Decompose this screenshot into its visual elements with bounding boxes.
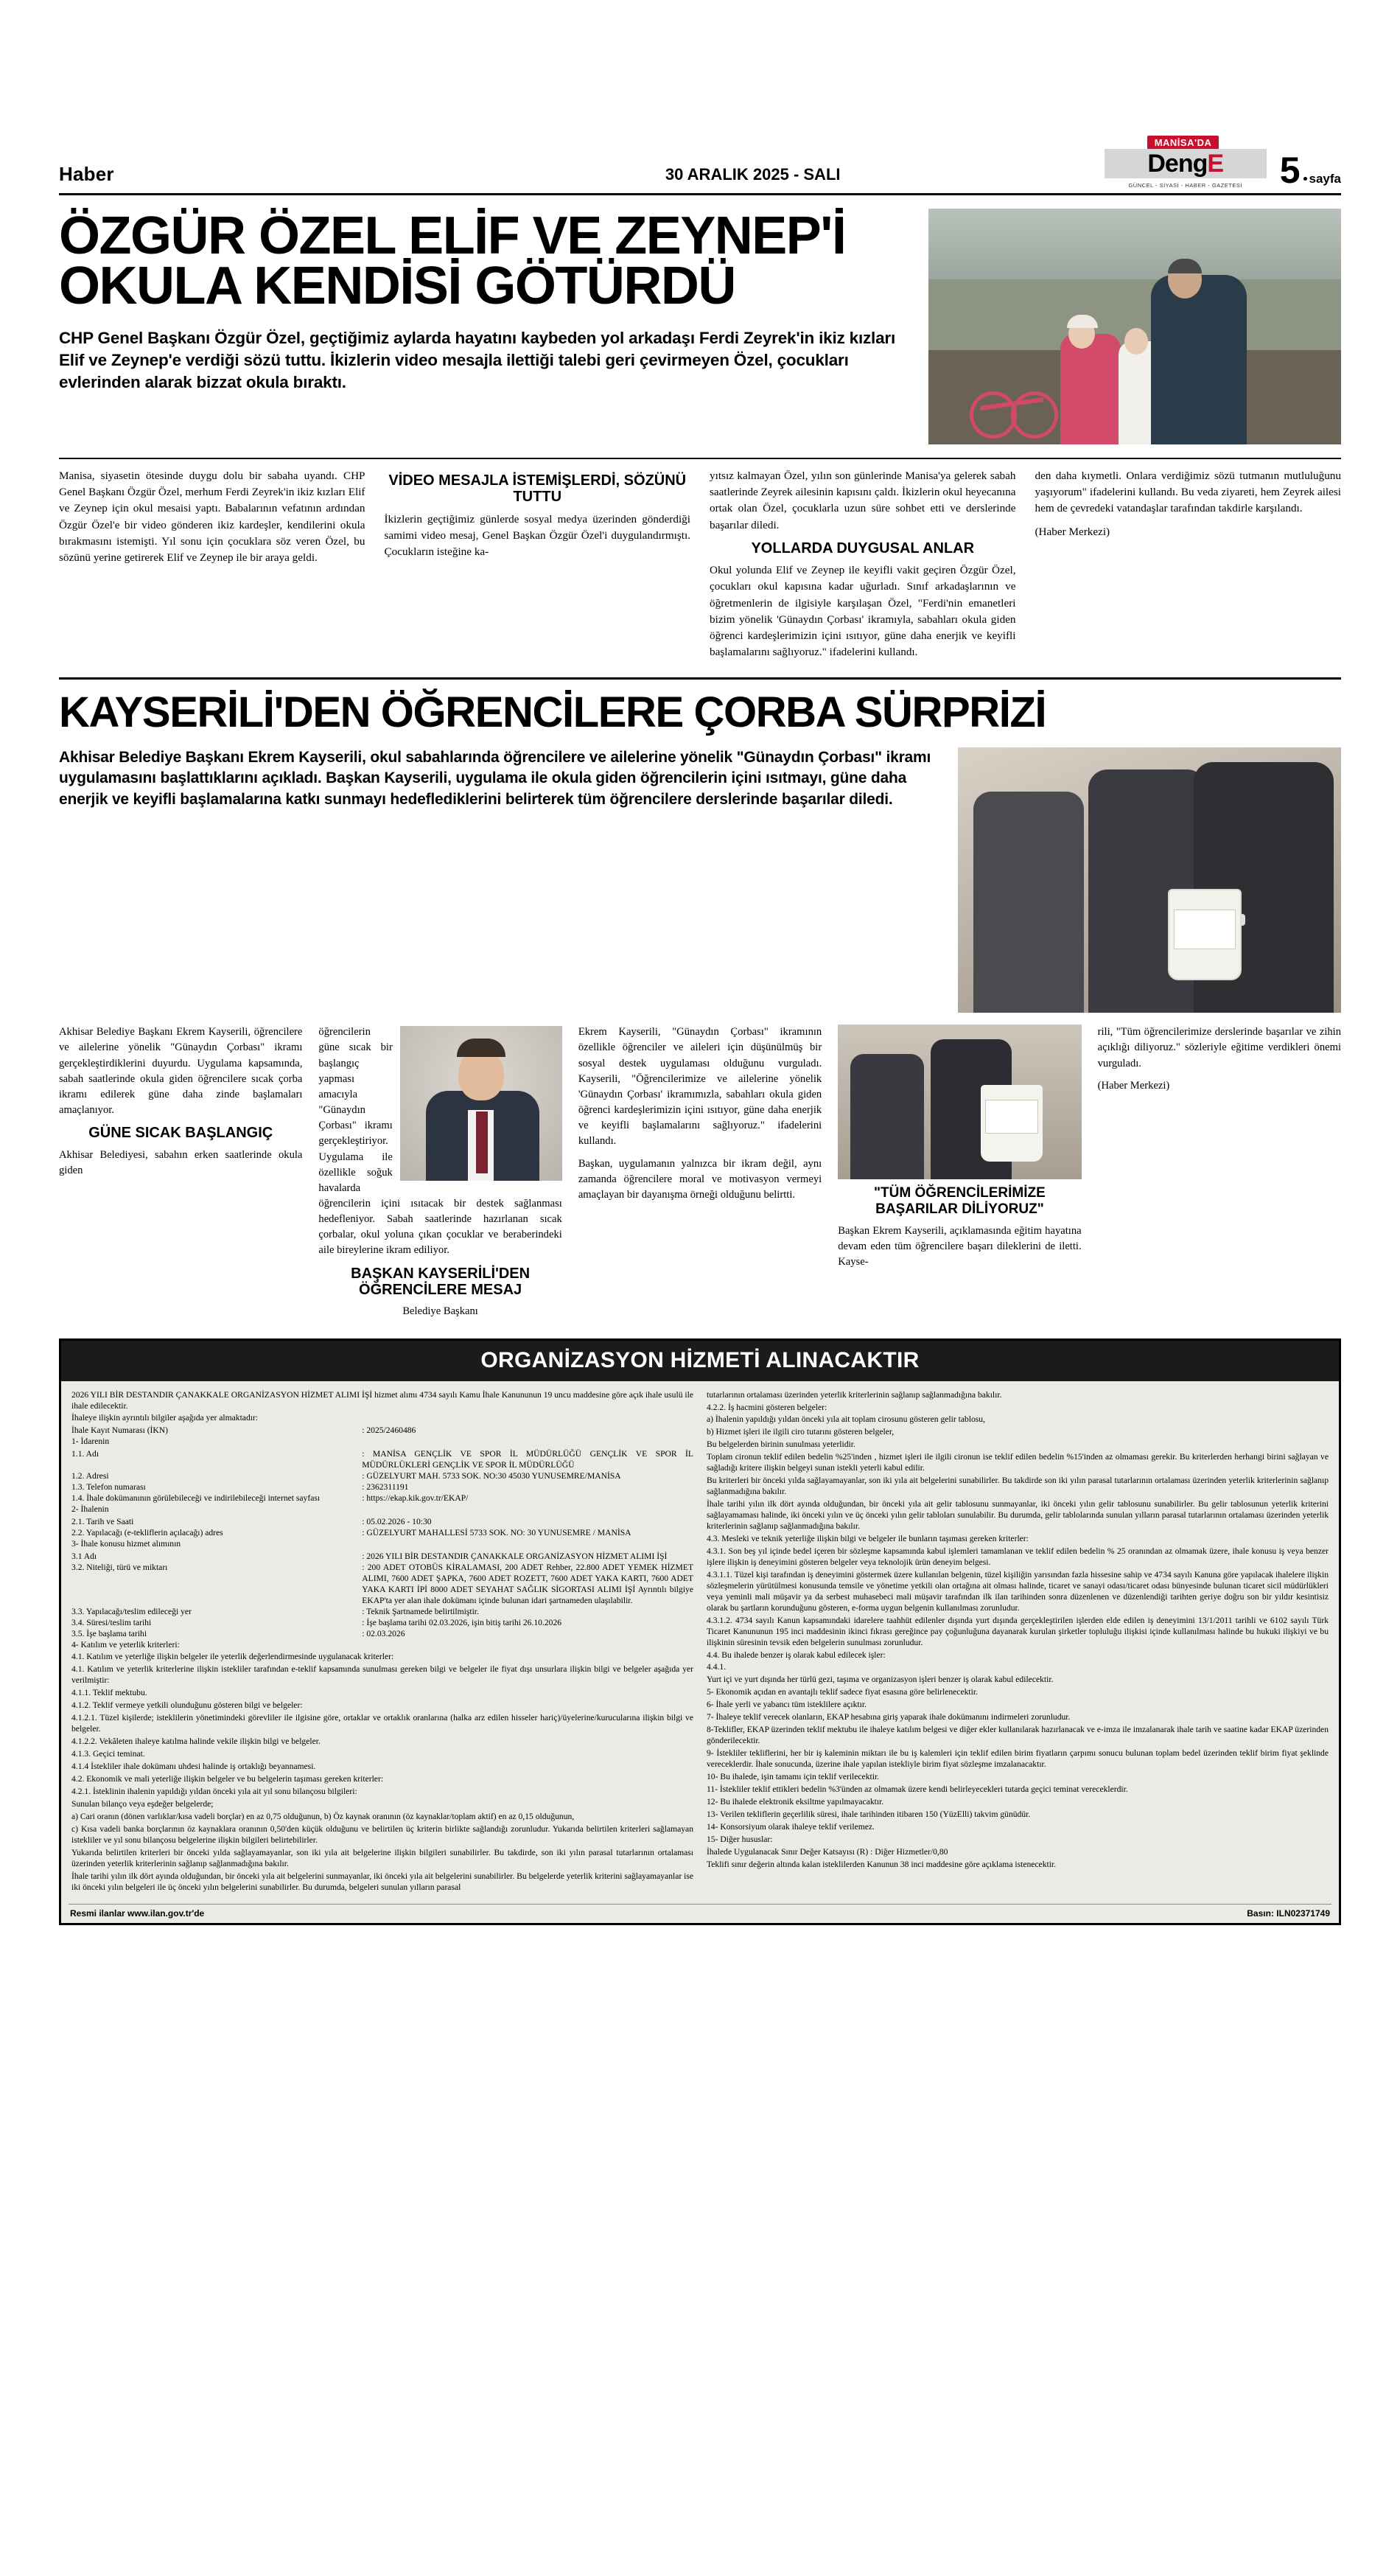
public-notice <box>59 1338 1341 1925</box>
secondary-photo2-person-left <box>850 1054 924 1179</box>
logo-word-part-a: Deng <box>1147 149 1208 178</box>
newspaper-page <box>0 125 1400 2576</box>
notice-paragraph: 2026 YILI BİR DESTANDIR ÇANAKKALE ORGANİZASYON HİZMET ALIMI İŞİ hizmet alımı 4734 sayılı Kamu İhale Kanununun 19 uncu maddesine göre açık ihale usulü ile ihale edilecektir. <box>71 1389 693 1411</box>
notice-paragraph: 6- İhale yerli ve yabancı tüm isteklilere açıktır. <box>707 1700 867 1710</box>
notice-footer <box>69 1904 1331 1923</box>
notice-paragraph: 4.1.4 İstekliler ihale dokümanı uhdesi halinde iş ortaklığı beyannamesi. <box>71 1762 316 1772</box>
notice-paragraph: 4.1.1. Teklif mektubu. <box>71 1688 147 1698</box>
lead-story <box>59 206 1341 444</box>
notice-paragraph: a) Cari oranın (dönen varlıklar/kısa vadeli borçlar) en az 0,75 olduğunun, b) Öz kaynak oranının (öz kaynaklar/toplam aktif) en az 0,15 olduğunun, <box>71 1811 575 1821</box>
notice-paragraph: 4.3. Mesleki ve teknik yeterliğe ilişkin bilgi ve belgeler ile bunların taşıması gereken kriterler: <box>707 1533 1029 1543</box>
notice-paragraph: c) Kısa vadeli banka borçlarının öz kaynaklara oranının 0,50'den küçük olduğunu ve belirtilen üç kriterin birlikte sağlandığı zorunludur. Yukarıda belirtilen kriterleri sağlamayan istekliler ve yıl sonu bilançosu belgelerine ilişkin bilgileri belirtebilirler. <box>71 1823 693 1845</box>
lead-headline-line1: ÖZGÜR ÖZEL ELİF VE ZEYNEP'İ <box>59 206 846 265</box>
notice-paragraph: 4.2. Ekonomik ve mali yeterliğe ilişkin belgeler ve bu belgelerin taşıması gereken kriterler: <box>71 1774 384 1784</box>
lead-story-text <box>59 206 912 444</box>
lead-column-4 <box>1035 468 1342 667</box>
notice-field-label: 2.1. Tarih ve Saati <box>71 1517 134 1527</box>
notice-field <box>71 1449 693 1471</box>
secondary-c4-p1: Başkan Ekrem Kayserili, açıklamasında eğitim hayatına devam eden tüm öğrencilere başarı dileklerini de iletti. Kayse- <box>838 1224 1082 1268</box>
notice-paragraph: 12- Bu ihalede elektronik eksiltme yapılmayacaktır. <box>707 1796 884 1807</box>
secondary-subhead-1: GÜNE SICAK BAŞLANGIÇ <box>88 1125 273 1142</box>
page-word-dot <box>1303 177 1307 181</box>
notice-paragraph: 3- İhale konusu hizmet alımının <box>71 1538 181 1549</box>
notice-field-value: : https://ekap.kik.gov.tr/EKAP/ <box>362 1493 469 1504</box>
masthead <box>59 125 1341 195</box>
logo-kicker: MANİSA'DA <box>1147 136 1219 150</box>
notice-paragraph: 4.2.1. İsteklinin ihalenin yapıldığı yıldan önceki yıla ait yıl sonu bilançosu bilgileri: <box>71 1786 357 1796</box>
notice-field-label: 3.1 Adı <box>71 1551 97 1561</box>
lead-column-3 <box>710 468 1016 667</box>
notice-paragraph: Yurt içi ve yurt dışında her türlü gezi, taşıma ve organizasyon işleri benzer iş olarak kabul edilecektir. <box>707 1675 1054 1685</box>
lead-col1-p1: Manisa, siyasetin ötesinde duygu dolu bir sabaha uyandı. CHP Genel Başkanı Özgür Özel, merhum Ferdi Zeyrek'in ikiz kızları Elif ve Zeynep için okul mesaisi yaptı. Babalarının vefatının ardından Özgür Özel'e bir video gönderen ikiz kardeşler, kendilerini okula bırakmasını istemişti. Yıl sonu için çocuklara söz veren Özel, bu sözünü yerine getirerek Elif ve Zeynep ile bir araya geldi. <box>59 470 365 564</box>
masthead-right-group <box>1105 136 1341 189</box>
notice-paragraph: 13- Verilen tekliflerin geçerlilik süresi, ihale tarihinden itibaren 150 (YüzElli) takvim günüdür. <box>707 1809 1031 1819</box>
lead-photo <box>928 209 1341 444</box>
notice-field-value: : 02.03.2026 <box>362 1628 405 1638</box>
notice-field-value: : GÜZELYURT MAHALLESİ 5733 SOK. NO: 30 YUNUSEMRE / MANİSA <box>362 1527 631 1537</box>
notice-paragraph: 4.1. Katılım ve yeterlik kriterlerine ilişkin istekliler tarafından e-teklif kapsamında sunulması gereken bilgi ve belgeler ile fiyat dışı unsurlara ilişkin bilgi ve belgeler aşağıda yer verilmiştir: <box>71 1664 693 1686</box>
notice-field-value: : Teknik Şartnamede belirtilmiştir. <box>362 1606 479 1616</box>
notice-field <box>71 1528 693 1539</box>
notice-field-label: 3.3. Yapılacağı/teslim edileceği yer <box>71 1606 192 1616</box>
photo-bicycle <box>970 375 1058 439</box>
notice-footer-left: Resmi ilanlar www.ilan.gov.tr'de <box>70 1907 205 1919</box>
notice-field <box>71 1551 693 1563</box>
pull-quote: "TÜM ÖĞRENCİLERİMİZE BAŞARILAR DİLİYORUZ" <box>874 1185 1046 1217</box>
secondary-deck: Akhisar Belediye Başkanı Ekrem Kayserili, okul sabahlarında öğrencilere ve ailelerine yönelik "Günaydın Çorbası" ikramı uygulamasını başlattıklarını açıkladı. Başkan Kayserili, uygulama ile okula giden öğrencilerin içini ısıtmayı, güne daha enerjik ve keyifli başlamalarına katkı sunmayı hedeflediklerini belirterek tüm öğrencilere derslerinde başarılar diledi. <box>59 749 931 808</box>
notice-paragraph: 2- İhalenin <box>71 1504 109 1515</box>
story-divider <box>59 677 1341 680</box>
notice-paragraph: 4- Katılım ve yeterlik kriterleri: <box>71 1639 180 1650</box>
secondary-photo-person-left <box>973 792 1084 1013</box>
notice-field-value: : MANİSA GENÇLİK VE SPOR İL MÜDÜRLÜĞÜ GENÇLİK VE SPOR İL MÜDÜRLÜKLERİ GENÇLİK VE SPOR İL MÜDÜRLÜĞÜ <box>362 1449 693 1470</box>
newspaper-logo <box>1105 136 1267 189</box>
lead-story-columns <box>59 458 1341 667</box>
notice-field <box>71 1493 693 1504</box>
lead-subhead-2: YOLLARDA DUYGUSAL ANLAR <box>751 540 975 556</box>
lead-col3-p1: yıtsız kalmayan Özel, yılın son günlerinde Manisa'ya gelerek sabah saatlerinde Zeyrek ailesinin kapısını çaldı. İkizlerin okul heyecanına ortak olan Özel, çocuklarla uzun süre sohbet etti ve derslerinde başarılar diledi. <box>710 470 1016 531</box>
notice-paragraph: 9- İstekliler tekliflerini, her bir iş kaleminin miktarı ile bu iş kalemleri için teklif edilen birim fiyatların çarpımı sonucu bulunan toplam bedel üzerinden teklif birim fiyat şeklinde vereceklerdir. İhale sonucunda, üzerine ihale yapılan istekliyle birim fiyat sözleşme imzalanacaktır. <box>707 1748 1329 1770</box>
notice-field-label: 3.4. Süresi/teslim tarihi <box>71 1617 152 1627</box>
notice-paragraph: 15- Diğer hususlar: <box>707 1834 773 1844</box>
notice-field <box>71 1618 693 1629</box>
notice-field <box>71 1563 693 1607</box>
notice-paragraph: Bu belgelerden birinin sunulması yeterlidir. <box>707 1439 855 1450</box>
notice-body <box>61 1381 1339 1901</box>
notice-paragraph: b) Hizmet işleri ile ilgili ciro tutarını gösteren belgeler, <box>707 1427 895 1437</box>
notice-paragraph: 4.2.2. İş hacmini gösteren belgeler: <box>707 1402 827 1412</box>
notice-paragraph: a) İhalenin yapıldığı yıldan önceki yıla ait toplam cirosunu gösteren gelir tablosu, <box>707 1414 985 1425</box>
section-label: Haber <box>59 163 114 185</box>
portrait-tie <box>476 1111 487 1173</box>
notice-field <box>71 1425 693 1437</box>
notice-field-value: : İşe başlama tarihi 02.03.2026, işin bitiş tarihi 26.10.2026 <box>362 1617 562 1627</box>
lead-column-2 <box>385 468 691 667</box>
secondary-photo <box>958 747 1341 1013</box>
notice-field-label: 1.1. Adı <box>71 1449 99 1459</box>
secondary-c3-p1: Ekrem Kayserili, "Günaydın Çorbası" ikramının özellikle öğrenciler ve aileleri için düşünülmüş bir sosyal destek uygulaması olduğunu vurguladı. Kayserili, "Öğrencilerimize ve ailelerine yönelik 'Günaydın Çorbası' ikramımızla, sabahları okula giden öğrenci kardeşlerimizin içini ısıtıyor, güne daha enerjik ve keyifli başlamalarını sağlıyoruz." ifadelerini kullandı. <box>578 1026 822 1148</box>
notice-field-label: 1.3. Telefon numarası <box>71 1482 146 1493</box>
notice-paragraph: 10- Bu ihalede, işin tamamı için teklif verilecektir. <box>707 1772 880 1782</box>
notice-field-label: 1.4. İhale dokümanının görülebileceği ve indirilebileceği internet sayfası <box>71 1493 321 1504</box>
logo-tagline: GÜNCEL - SİYASİ - HABER - GAZETESİ <box>1128 182 1242 189</box>
lead-col2-p1: İkizlerin geçtiğimiz günlerde sosyal medya üzerinden gönderdiği samimi video mesaj, Genel Başkan Özgür Özel'i duygulandırmıştı. Çocukların isteğine ka- <box>384 512 690 559</box>
lead-column-1 <box>59 468 365 667</box>
secondary-c3-p2: Başkan, uygulamanın yalnızca bir ikram değil, aynı zamanda öğrencilere moral ve motivasyon vermeyi amaçlayan bir dayanışma örneği olduğunu belirtti. <box>578 1157 822 1201</box>
notice-field-value: : 2025/2460486 <box>362 1425 416 1436</box>
lead-headline-line2: OKULA KENDİSİ GÖTÜRDÜ <box>59 256 735 315</box>
secondary-column-2 <box>318 1025 561 1326</box>
page-word <box>1303 173 1341 184</box>
lead-col4-credit: (Haber Merkezi) <box>1035 525 1110 538</box>
secondary-headline: KAYSERİLİ'DEN ÖĞRENCİLERE ÇORBA SÜRPRİZİ <box>59 688 1046 737</box>
page-word-text: sayfa <box>1309 172 1341 186</box>
secondary-story-top <box>59 747 1341 1013</box>
secondary-photo-2 <box>838 1025 1081 1179</box>
notice-field <box>71 1517 693 1528</box>
notice-paragraph: 8-Teklifler, EKAP üzerinden teklif mektubu ile ihaleye katılım belgesi ve diğer ekler kullanılarak hazırlanacak ve e-imza ile imzalanarak ihale tarih ve saatine kadar EKAP üzerinden gönderilecektir. <box>707 1725 1329 1746</box>
lead-deck: CHP Genel Başkanı Özgür Özel, geçtiğimiz aylarda hayatını kaybeden yol arkadaşı Ferdi Zeyrek'in ikiz kızları Elif ve Zeynep'e verdiği sözü tuttu. İkizlerin video mesajla ilettiği talebi geri çevirmeyen Özel, çocukları evlerinden alarak bizzat okula bıraktı. <box>59 329 896 391</box>
lead-col3-p2: Okul yolunda Elif ve Zeynep ile keyifli vakit geçiren Özgür Özel, çocukları okul kapısına kadar uğurladı. Sınıf arkadaşlarının ve öğretmenlerin de ilgisiyle karşılaşan Özel, "Ferdi'nin emanetleri bizim yönelik 'Günaydın Çorbası' ikramıyla, sabahları okula giden öğrenci kardeşlerimizin içini ısıtıyor, güne daha enerjik ve keyifli başlamalarını sağlıyoruz." ifadelerini kullandı. <box>710 564 1016 659</box>
photo-man <box>1151 275 1247 444</box>
notice-field-label: 1.2. Adresi <box>71 1471 109 1481</box>
notice-field-label: İhale Kayıt Numarası (İKN) <box>71 1425 169 1436</box>
notice-field-label: 3.2. Niteliği, türü ve miktarı <box>71 1562 168 1572</box>
notice-paragraph: 4.3.1. Son beş yıl içinde bedel içeren bir sözleşme kapsamında kabul işlemleri tamamlanan ve teklif edilen bedelin % 25 oranından az olmamak üzere, ihale konusu iş veya benzer işlere ilişkin iş deneyimini gösteren belgeler veya teknolojik ürün deneyim belgesi. <box>707 1546 1329 1567</box>
notice-paragraph: 4.1.2. Teklif vermeye yetkili olunduğunu gösteren bilgi ve belgeler: <box>71 1700 303 1711</box>
notice-paragraph: İhale tarihi yılın ilk dört ayında olduğundan, bir önceki yıla ait gelir tablosunu sunmayanlar, iki önceki yılın gelir tablosunu sunabilirler. Bu gelir tablosunun yeterlik kriterini sağlayamaması halinde, iki önceki yılın ve üç önceki yılın gelir tabloları sunulabilir. Bu durumda, gelir tablolarında sunulan yılların parasal tutarlarının ortalaması üzerinden yeterlik kriterlerinin sağlanıp sağlanmadığına bakılır. <box>707 1499 1329 1532</box>
notice-paragraph: 4.4. Bu ihalede benzer iş olarak kabul edilecek işler: <box>707 1650 886 1660</box>
notice-field-label: 3.5. İşe başlama tarihi <box>71 1628 147 1638</box>
notice-paragraph: 11- İstekliler teklif ettikleri bedelin %3'ünden az olmamak üzere kendi belirleyecekleri tutarda geçici teminat vereceklerdir. <box>707 1784 1128 1794</box>
portrait-hair <box>457 1039 505 1057</box>
mayor-portrait <box>400 1026 562 1181</box>
secondary-column-4 <box>838 1025 1081 1326</box>
secondary-c5-p1: rili, "Tüm öğrencilerimize derslerinde başarılar ve zihin açıklığı diliyoruz." sözleriyle eğitime verdikleri önemi vurguladı. <box>1097 1026 1342 1069</box>
issue-date: 30 ARALIK 2025 - SALI <box>665 165 841 184</box>
notice-field-value: : GÜZELYURT MAH. 5733 SOK. NO:30 45030 YUNUSEMRE/MANİSA <box>362 1471 621 1481</box>
page-number: 5 <box>1279 150 1301 191</box>
notice-paragraph: 4.3.1.2. 4734 sayılı Kanun kapsamındaki idarelere taahhüt edilenler dışında yurt dışında gerçekleştirilen işlerden elde edilen iş deneyimini 13/1/2011 tarihli ve 6102 sayılı Türk Ticaret Kanununun 195 inci maddesinin ikinci fıkrası gereğince pay çoğunluğuna dayanarak kurulan şirketler topluluğu ilişkisi içinde kullanılması halinde bu hukuki ilişkiyi ve bu ilişkinin süresinin tevsik eden belgelerin sunulması zorunludur. <box>707 1615 1329 1647</box>
notice-column-right <box>707 1390 1329 1895</box>
notice-field-label: 2.2. Yapılacağı (e-tekliflerin açılacağı) adres <box>71 1527 223 1537</box>
notice-paragraph: 1- İdarenin <box>71 1437 110 1447</box>
notice-paragraph: 4.4.1. <box>707 1662 727 1672</box>
notice-field <box>71 1629 693 1640</box>
notice-paragraph: Yukarıda belirtilen kriterleri bir önceki yılda sağlayamayanlar, son iki yıla ait belgelerine ilişkin bilgileri sunabilirler. Bu takdirde, son iki yılın parasal tutarlarının ortalaması üzerinden yeterlik kriterlerinin sağlanıp sağlanmadığına bakılır. <box>71 1847 693 1868</box>
lead-headline <box>59 206 912 315</box>
logo-word-part-b: E <box>1207 149 1224 178</box>
notice-paragraph: 5- Ekonomik açıdan en avantajlı teklif sadece fiyat esasına göre belirlenecektir. <box>707 1687 978 1697</box>
notice-paragraph: Bu kriterleri bir önceki yılda sağlayamayanlar, son iki yıla ait belgelerini sunabilirler. Bu takdirde son iki yılın parasal tutarlarının ortalaması üzerinden yeterlik kriterlerinin sağlanıp sağlanmadığına bakılır. <box>707 1476 1329 1497</box>
notice-paragraph: 4.1.2.2. Vekâleten ihaleye katılma halinde vekile ilişkin bilgi ve belgeler. <box>71 1736 321 1747</box>
notice-footer-right: Basın: ILN02371749 <box>1247 1907 1330 1919</box>
secondary-column-1 <box>59 1025 302 1326</box>
notice-field-value: : 2026 YILI BİR DESTANDIR ÇANAKKALE ORGANİZASYON HİZMET ALIMI İŞİ <box>362 1551 668 1561</box>
notice-field <box>71 1607 693 1618</box>
notice-paragraph: Toplam cironun teklif edilen bedelin %25'inden , hizmet işleri ile ilgili cironun ise teklif edilen bedelin %15'inden az olmaması gerekir. Bu kriterlerden herhangi birini sağlayan ve sağladığı kritere ilişkin belgeyi sunan istekli yeterli kabul edilir. <box>707 1452 1329 1473</box>
notice-field-value: : 200 ADET OTOBÜS KİRALAMASI, 200 ADET Rehber, 22.800 ADET YEMEK HİZMET ALIMI, 7600 ADET ŞAPKA, 7600 ADET ROZETT, 7600 ADET YAKA KARTI, 7600 ADET YAKA KARTI İPİ 8000 ADET SEYAHAT SAĞLIK SİGORTASI ALIMI İŞİ Ayrıntılı bilgiye EKAP'ta yer alan ihale dokümanı içinde bulunan idari şartnameden ulaşılabilir. <box>362 1562 693 1605</box>
notice-paragraph: tutarlarının ortalaması üzerinden yeterlik kriterlerinin sağlanıp sağlanmadığına bakılır. <box>707 1389 1002 1400</box>
secondary-story-columns <box>59 1025 1341 1326</box>
lead-subhead-1: VİDEO MESAJLA İSTEMİŞLERDİ, SÖZÜNÜ TUTTU <box>388 472 687 506</box>
notice-paragraph: 4.3.1.1. Tüzel kişi tarafından iş deneyimini göstermek üzere kullanılan belgenin, tüzel kişiliğin yarısından fazla hissesine sahip ve 4734 sayılı Kanuna göre yapılacak ihalelere ilişkin sözleşmelerin yürütülmesi konusunda temsile ve yönetime yetkili olan ortağına ait olması halinde, ticaret ve sanayi odası/ticaret odası bünyesinde bulunan ticaret sicil müdürlükleri veya yeminli mali müşavir ya da serbest muhasebeci mali müşavir tarafından ilk ilan tarihinden sonra düzenlenen ve düzenlendiği tarihten geriye doğru son bir yıldır kesintisiz olarak bu şartların korunduğunu gösteren, e-forma uygun belgenin kullanılması zorunludur. <box>707 1569 1329 1613</box>
secondary-c1-p2: Akhisar Belediyesi, sabahın erken saatlerinde okula giden <box>59 1148 303 1176</box>
secondary-photo-soup-cup <box>1168 889 1242 980</box>
notice-field-value: : 2362311191 <box>362 1482 409 1493</box>
notice-column-left <box>71 1390 693 1895</box>
notice-paragraph: 14- Konsorsiyum olarak ihaleye teklif verilemez. <box>707 1821 875 1832</box>
secondary-c5-credit: (Haber Merkezi) <box>1097 1079 1170 1092</box>
photo-child-right-head <box>1124 328 1148 355</box>
notice-field <box>71 1471 693 1482</box>
notice-paragraph: Teklifi sınır değerin altında kalan isteklilerden Kanunun 38 inci maddesine göre açıklama istenecektir. <box>707 1859 1057 1869</box>
logo-wordmark <box>1147 150 1223 178</box>
secondary-c1-p1: Akhisar Belediye Başkanı Ekrem Kayserili, öğrencilere ve ailelerine yönelik "Günaydın Çorbası" ikramı gerçekleştirdiklerini duyurdu. Uygulama kapsamında, sabah saatlerinde okula giden öğrencilere sıcak çorba ikramı edilerek güne daha zinde başlamaları amaçlanıyor. <box>59 1026 303 1117</box>
notice-field-value: : 05.02.2026 - 10:30 <box>362 1517 432 1527</box>
notice-paragraph: İhaleye ilişkin ayrıntılı bilgiler aşağıda yer almaktadır: <box>71 1413 259 1423</box>
notice-paragraph: 7- İhaleye teklif verecek olanların, EKAP hesabına giriş yaparak ihale dokümanını indirmeleri zorunludur. <box>707 1712 1071 1722</box>
notice-paragraph: 4.1. Katılım ve yeterliğe ilişkin belgeler ile yeterlik değerlendirmesinde uygulanacak kriterler: <box>71 1652 394 1662</box>
mayor-role: Belediye Başkanı <box>402 1305 478 1318</box>
notice-field <box>71 1482 693 1493</box>
photo-child-left <box>1060 334 1121 444</box>
notice-title: ORGANİZASYON HİZMETİ ALINACAKTIR <box>61 1341 1339 1381</box>
secondary-photo-cup-label <box>1174 910 1236 949</box>
notice-paragraph: İhale tarihi yılın ilk dört ayında olduğundan, bir önceki yıla ait belgelerini sunmayanlar, iki önceki yıla ait belgelerini sunabilirler. Bu belgelerde yeterlik kriterini sağlayamayanlar ise iki önceki yılın belgeleri ile üç önceki yılın belgelerini sunabilirler. Bu durumda, belgeleri sunulan yılların parasal <box>71 1871 693 1892</box>
logo-plate <box>1105 149 1267 178</box>
lead-col4-p1: den daha kıymetli. Onlara verdiğimiz sözü tutmanın mutluluğunu yaşıyorum" ifadelerini kullandı. Bu veda ziyareti, hem Zeyrek ailesi hem de çevredeki vatandaşlar tarafından takdirle karşılandı. <box>1035 470 1341 515</box>
notice-paragraph: Sunulan bilanço veya eşdeğer belgelerde; <box>71 1798 214 1809</box>
bicycle-wheel-left <box>970 391 1017 439</box>
secondary-photo2-cup <box>981 1085 1043 1162</box>
secondary-photo2-cup-label <box>985 1100 1038 1134</box>
notice-paragraph: 4.1.3. Geçici teminat. <box>71 1749 145 1759</box>
page-number-group <box>1279 150 1341 191</box>
secondary-subhead-2: BAŞKAN KAYSERİLİ'DEN ÖĞRENCİLERE MESAJ <box>351 1265 531 1298</box>
secondary-column-5 <box>1098 1025 1341 1326</box>
notice-paragraph: 4.1.2.1. Tüzel kişilerde; isteklilerin yönetimindeki görevliler ile ilgisine göre, ortaklar ve ortaklık oranlarına (halka arz edilen hisseler hariç)/üyelerine/kurucularına ilişkin bilgi ve belgeler. <box>71 1713 693 1734</box>
secondary-c2-p1: öğrencilerin güne sıcak bir başlangıç yapması amacıyla "Günaydın Çorbası" ikramı gerçekleştiriyor. Uygulama ile özellikle soğuk havalarda öğrencilerin içini ısıtacak bir destek sağlanması hedefleniyor. Sabah saatlerinde hazırlanan sıcak çorbalar, okul yoluna çıkan çocuklar ve beraberindeki aile bireylerine ikram ediliyor. <box>318 1026 562 1257</box>
notice-paragraph: İhalede Uygulanacak Sınır Değer Katsayısı (R) : Diğer Hizmetler/0,80 <box>707 1846 948 1857</box>
secondary-column-3 <box>578 1025 822 1326</box>
